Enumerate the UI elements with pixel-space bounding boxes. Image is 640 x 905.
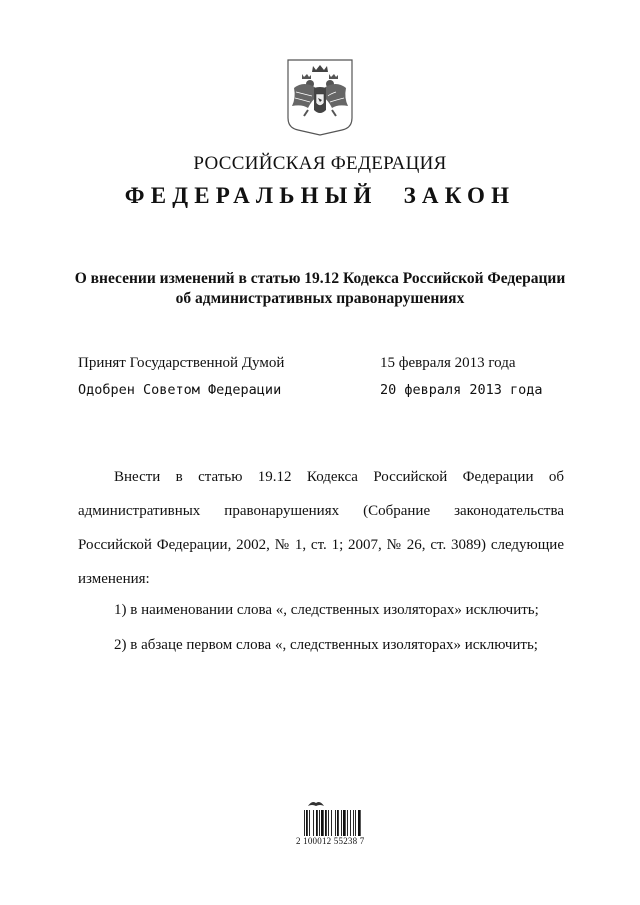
- approval-date-federation-council: 20 февраля 2013 года: [380, 382, 543, 398]
- document-type: ФЕДЕРАЛЬНЫЙ ЗАКОН: [124, 183, 516, 208]
- adoption-row: [78, 355, 578, 379]
- law-title-line-2: об административных правонарушениях: [175, 290, 465, 307]
- approved-by-federation-council: Одобрен Советом Федерации: [78, 382, 282, 398]
- amendment-item: 1) в наименовании слова «, следственных изоляторах» исключить;: [114, 602, 539, 618]
- country-name: РОССИЙСКАЯ ФЕДЕРАЦИЯ: [193, 153, 447, 174]
- law-title-line-1: О внесении изменений в статью 19.12 Кодекса Российской Федерации: [74, 270, 566, 287]
- law-title: [60, 269, 580, 309]
- amendment-item: 2) в абзаце первом слова «, следственных изоляторах» исключить;: [114, 637, 538, 653]
- adopted-by-duma: Принят Государственной Думой: [78, 355, 285, 371]
- barcode-eagle-mark-icon: [306, 798, 326, 808]
- coat-of-arms-icon: [286, 58, 354, 136]
- barcode-number: 2 100012 55238 7: [296, 836, 365, 846]
- barcode-icon: [304, 810, 382, 836]
- law-body-intro: Внести в статью 19.12 Кодекса Российской Федерации об административных правонарушениях (Собрание законодательства Российской Федерации, 2002, № 1, ст. 1; 2007, № 26, ст. 3089) следующие изменения:: [78, 469, 564, 587]
- barcode: [296, 798, 388, 850]
- adoption-date-duma: 15 февраля 2013 года: [380, 355, 516, 371]
- adoption-row: [78, 382, 578, 406]
